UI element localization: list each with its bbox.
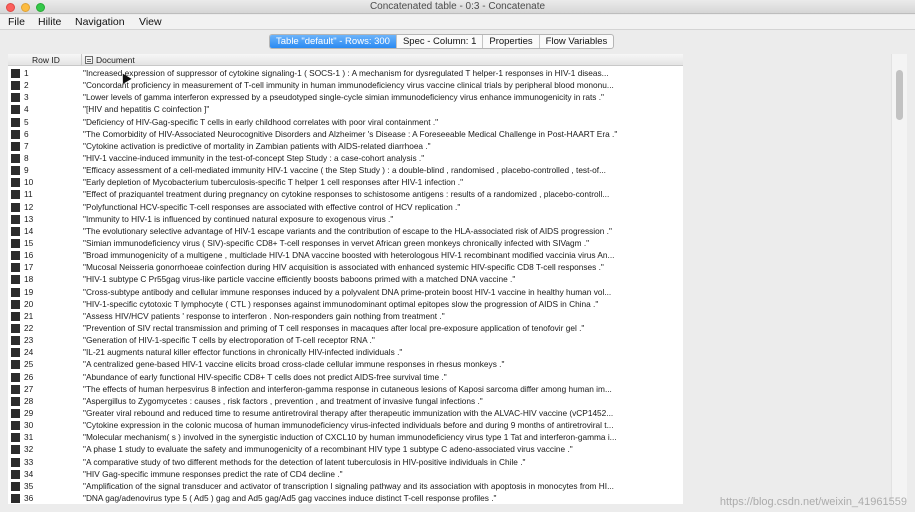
document-cell: "HIV-1 vaccine-induced immunity in the test-of-concept Step Study : a case-cohort analysis ." <box>83 152 425 163</box>
table-header <box>8 54 683 66</box>
row-color-marker <box>11 324 20 333</box>
data-table <box>8 54 683 504</box>
title-bar <box>0 0 915 14</box>
table-row[interactable] <box>8 407 683 419</box>
row-id-cell: 35 <box>24 480 34 491</box>
row-color-marker <box>11 275 20 284</box>
table-row[interactable] <box>8 201 683 213</box>
table-row[interactable] <box>8 358 683 370</box>
table-row[interactable] <box>8 298 683 310</box>
document-cell: "Mucosal Neisseria gonorrhoeae coinfection during HIV acquisition is associated with enhanced systemic HIV-specific CD8 T-cell responses ." <box>83 262 604 273</box>
row-color-marker <box>11 348 20 357</box>
row-id-cell: 5 <box>24 116 29 127</box>
row-color-marker <box>11 105 20 114</box>
row-id-cell: 30 <box>24 420 34 431</box>
document-cell: "IL-21 augments natural killer effector functions in chronically HIV-infected individuals ." <box>83 347 403 358</box>
row-color-marker <box>11 215 20 224</box>
table-row[interactable] <box>8 443 683 455</box>
row-color-marker <box>11 470 20 479</box>
table-row[interactable] <box>8 346 683 358</box>
menu-view[interactable]: View <box>139 16 162 28</box>
document-cell: "Assess HIV/HCV patients ' response to interferon . Non-responders gain nothing from treatment ." <box>83 310 445 321</box>
document-cell: "Aspergillus to Zygomycetes : causes , risk factors , prevention , and treatment of invasive fungal infections ." <box>83 395 483 406</box>
table-row[interactable] <box>8 67 683 79</box>
row-id-cell: 21 <box>24 310 34 321</box>
table-row[interactable] <box>8 213 683 225</box>
table-row[interactable] <box>8 164 683 176</box>
table-row[interactable] <box>8 492 683 504</box>
row-id-cell: 1 <box>24 68 29 78</box>
row-color-marker <box>11 373 20 382</box>
document-cell: "Abundance of early functional HIV-specific CD8+ T cells does not predict AIDS-free survival time ." <box>83 371 447 382</box>
document-cell: "Effect of praziquantel treatment during pregnancy on cytokine responses to schistosome antigens : results of a randomized , placebo-controll... <box>83 189 610 200</box>
row-id-cell: 14 <box>24 225 34 236</box>
table-row[interactable] <box>8 152 683 164</box>
row-color-marker <box>11 81 20 90</box>
tab-flow-variables[interactable]: Flow Variables <box>539 35 614 48</box>
row-id-cell: 31 <box>24 432 34 443</box>
row-id-cell: 26 <box>24 371 34 382</box>
row-id-cell: 4 <box>24 104 29 115</box>
table-row[interactable] <box>8 334 683 346</box>
document-cell: "DNA gag/adenovirus type 5 ( Ad5 ) gag and Ad5 gag/Ad5 gag vaccines induce distinct T-cell response profiles ." <box>83 492 497 503</box>
row-color-marker <box>11 118 20 127</box>
table-row[interactable] <box>8 79 683 91</box>
row-color-marker <box>11 178 20 187</box>
document-cell: "Increased expression of suppressor of cytokine signaling-1 ( SOCS-1 ) : A mechanism for dysregulated T helper-1 responses in HIV-1 diseas... <box>83 68 609 78</box>
row-color-marker <box>11 154 20 163</box>
row-color-marker <box>11 312 20 321</box>
row-id-cell: 6 <box>24 128 29 139</box>
document-type-icon <box>85 56 93 64</box>
row-id-cell: 10 <box>24 177 34 188</box>
document-cell: "Amplification of the signal transducer and activator of transcription I signaling pathway and its association with apoptosis in monocytes from HI... <box>83 480 614 491</box>
tab-bar <box>0 30 915 53</box>
table-row[interactable] <box>8 310 683 322</box>
vertical-scrollbar[interactable] <box>891 54 907 504</box>
column-header-row-id[interactable]: Row ID <box>8 54 82 66</box>
row-color-marker <box>11 482 20 491</box>
table-row[interactable] <box>8 286 683 298</box>
table-row[interactable] <box>8 128 683 140</box>
row-id-cell: 25 <box>24 359 34 370</box>
row-color-marker <box>11 421 20 430</box>
document-cell: "HIV-1 subtype C Pr55gag virus-like particle vaccine efficiently boosts baboons primed with a matched DNA vaccine ." <box>83 274 516 285</box>
table-body <box>8 67 683 504</box>
table-row[interactable] <box>8 176 683 188</box>
document-cell: "A comparative study of two different methods for the detection of latent tuberculosis in HIV-positive individuals in Chile ." <box>83 456 526 467</box>
menu-hilite[interactable]: Hilite <box>38 16 62 28</box>
table-row[interactable] <box>8 91 683 103</box>
document-cell: "HIV Gag-specific immune responses predict the rate of CD4 decline ." <box>83 468 343 479</box>
document-cell: "Polyfunctional HCV-specific T-cell responses are associated with effective control of HCV replication ." <box>83 201 461 212</box>
row-id-cell: 3 <box>24 92 29 103</box>
row-color-marker <box>11 69 20 78</box>
row-id-cell: 2 <box>24 80 29 91</box>
row-id-cell: 34 <box>24 468 34 479</box>
document-cell: "Efficacy assessment of a cell-mediated immunity HIV-1 vaccine ( the Step Study ) : a double-blind , randomised , placebo-controlled , test-of... <box>83 165 606 176</box>
document-cell: "A centralized gene-based HIV-1 vaccine elicits broad cross-clade cellular immune responses in rhesus monkeys ." <box>83 359 505 370</box>
row-color-marker <box>11 336 20 345</box>
document-cell: "Deficiency of HIV-Gag-specific T cells in early childhood correlates with poor viral containment ." <box>83 116 439 127</box>
row-color-marker <box>11 300 20 309</box>
table-row[interactable] <box>8 273 683 285</box>
tab-spec[interactable]: Spec - Column: 1 <box>396 35 482 48</box>
menu-navigation[interactable]: Navigation <box>75 16 125 28</box>
row-id-cell: 36 <box>24 492 34 503</box>
row-color-marker <box>11 409 20 418</box>
row-id-cell: 15 <box>24 237 34 248</box>
document-cell: "Broad immunogenicity of a multigene , multiclade HIV-1 DNA vaccine boosted with heterologous HIV-1 recombinant modified vaccinia virus An... <box>83 250 615 261</box>
row-id-cell: 16 <box>24 250 34 261</box>
document-cell: "Cross-subtype antibody and cellular immune responses induced by a polyvalent DNA prime-protein boost HIV-1 vaccine in healthy human vol... <box>83 286 612 297</box>
table-row[interactable] <box>8 188 683 200</box>
row-id-cell: 29 <box>24 407 34 418</box>
document-cell: "Generation of HIV-1-specific T cells by electroporation of T-cell receptor RNA ." <box>83 335 375 346</box>
row-id-cell: 11 <box>24 189 33 200</box>
table-row[interactable] <box>8 480 683 492</box>
menu-bar <box>0 15 915 30</box>
document-cell: "Prevention of SIV rectal transmission and priming of T cell responses in macaques after local pre-exposure application of tenofovir gel ." <box>83 322 585 333</box>
row-color-marker <box>11 166 20 175</box>
table-row[interactable] <box>8 249 683 261</box>
table-row[interactable] <box>8 431 683 443</box>
table-row[interactable] <box>8 103 683 115</box>
tab-properties[interactable]: Properties <box>482 35 538 48</box>
document-cell: "HIV-1-specific cytotoxic T lymphocyte ( CTL ) responses against immunodominant optimal epitopes slow the progression of AIDS in China ." <box>83 298 599 309</box>
row-color-marker <box>11 445 20 454</box>
tab-group <box>269 34 614 49</box>
row-id-cell: 17 <box>24 262 34 273</box>
table-row[interactable] <box>8 322 683 334</box>
row-id-cell: 7 <box>24 140 29 151</box>
document-cell: "Immunity to HIV-1 is influenced by continued natural exposure to exogenous virus ." <box>83 213 394 224</box>
row-id-cell: 8 <box>24 152 29 163</box>
row-id-cell: 33 <box>24 456 34 467</box>
row-color-marker <box>11 142 20 151</box>
row-id-cell: 13 <box>24 213 34 224</box>
document-cell: "Simian immunodeficiency virus ( SIV)-specific CD8+ T-cell responses in vervet African green monkeys chronically infected with SIVagm ." <box>83 237 590 248</box>
row-color-marker <box>11 93 20 102</box>
table-row[interactable] <box>8 116 683 128</box>
document-cell: "Concordant proficiency in measurement of T-cell immunity in human immunodeficiency virus vaccine clinical trials by peripheral blood mononu... <box>83 80 614 91</box>
row-id-cell: 9 <box>24 165 29 176</box>
row-color-marker <box>11 385 20 394</box>
row-color-marker <box>11 251 20 260</box>
row-id-cell: 20 <box>24 298 34 309</box>
row-id-cell: 22 <box>24 322 34 333</box>
column-header-document[interactable] <box>83 54 683 66</box>
row-color-marker <box>11 130 20 139</box>
window-title: Concatenated table - 0:3 - Concatenate <box>369 1 546 12</box>
tab-table-default[interactable]: Table "default" - Rows: 300 <box>270 35 396 48</box>
table-row[interactable] <box>8 383 683 395</box>
table-row[interactable] <box>8 419 683 431</box>
document-cell: "A phase 1 study to evaluate the safety and immunogenicity of a recombinant HIV type 1 subtype C adeno-associated virus vaccine ." <box>83 444 573 455</box>
row-color-marker <box>11 190 20 199</box>
row-color-marker <box>11 494 20 503</box>
row-id-cell: 24 <box>24 347 34 358</box>
row-color-marker <box>11 458 20 467</box>
row-color-marker <box>11 288 20 297</box>
row-id-cell: 18 <box>24 274 34 285</box>
table-row[interactable] <box>8 261 683 273</box>
document-cell: "The effects of human herpesvirus 8 infection and interferon-gamma response in cutaneous lesions of Kaposi sarcoma differ among human im... <box>83 383 612 394</box>
row-id-cell: 28 <box>24 395 34 406</box>
row-id-cell: 27 <box>24 383 34 394</box>
document-cell: "The Comorbidity of HIV-Associated Neurocognitive Disorders and Alzheimer 's Disease : A Foreseeable Medical Challenge in Post-HAART Era ." <box>83 128 618 139</box>
document-cell: "Molecular mechanism( s ) involved in the synergistic induction of CXCL10 by human immunodeficiency virus type 1 Tat and interferon-gamma i... <box>83 432 617 443</box>
scrollbar-thumb[interactable] <box>896 70 903 120</box>
document-cell: "The evolutionary selective advantage of HIV-1 escape variants and the contribution of escape to the HLA-associated risk of AIDS progression ." <box>83 225 612 236</box>
table-row[interactable] <box>8 140 683 152</box>
row-id-cell: 23 <box>24 335 34 346</box>
row-color-marker <box>11 263 20 272</box>
row-color-marker <box>11 397 20 406</box>
watermark: https://blog.csdn.net/weixin_41961559 <box>719 496 907 508</box>
row-id-cell: 12 <box>24 201 34 212</box>
table-row[interactable] <box>8 456 683 468</box>
table-row[interactable] <box>8 371 683 383</box>
table-row[interactable] <box>8 237 683 249</box>
menu-file[interactable]: File <box>8 16 25 28</box>
table-row[interactable] <box>8 395 683 407</box>
table-row[interactable] <box>8 468 683 480</box>
row-id-cell: 19 <box>24 286 34 297</box>
row-color-marker <box>11 227 20 236</box>
table-row[interactable] <box>8 225 683 237</box>
document-cell: "Cytokine activation is predictive of mortality in Zambian patients with AIDS-related diarrhoea ." <box>83 140 431 151</box>
row-color-marker <box>11 433 20 442</box>
row-color-marker <box>11 360 20 369</box>
column-header-document-label: Document <box>96 55 135 65</box>
row-color-marker <box>11 239 20 248</box>
document-cell: "[HIV and hepatitis C coinfection ]" <box>83 104 210 115</box>
row-id-cell: 32 <box>24 444 34 455</box>
document-cell: "Cytokine expression in the colonic mucosa of human immunodeficiency virus-infected individuals before and during 9 months of antiretroviral t... <box>83 420 614 431</box>
document-cell: "Greater viral rebound and reduced time to resume antiretroviral therapy after therapeutic immunization with the ALVAC-HIV vaccine (vCP1452... <box>83 407 614 418</box>
document-cell: "Early depletion of Mycobacterium tuberculosis-specific T helper 1 cell responses after HIV-1 infection ." <box>83 177 464 188</box>
row-color-marker <box>11 203 20 212</box>
document-cell: "Lower levels of gamma interferon expressed by a pseudotyped single-cycle simian immunodeficiency virus enhance immunogenicity in rats ." <box>83 92 605 103</box>
